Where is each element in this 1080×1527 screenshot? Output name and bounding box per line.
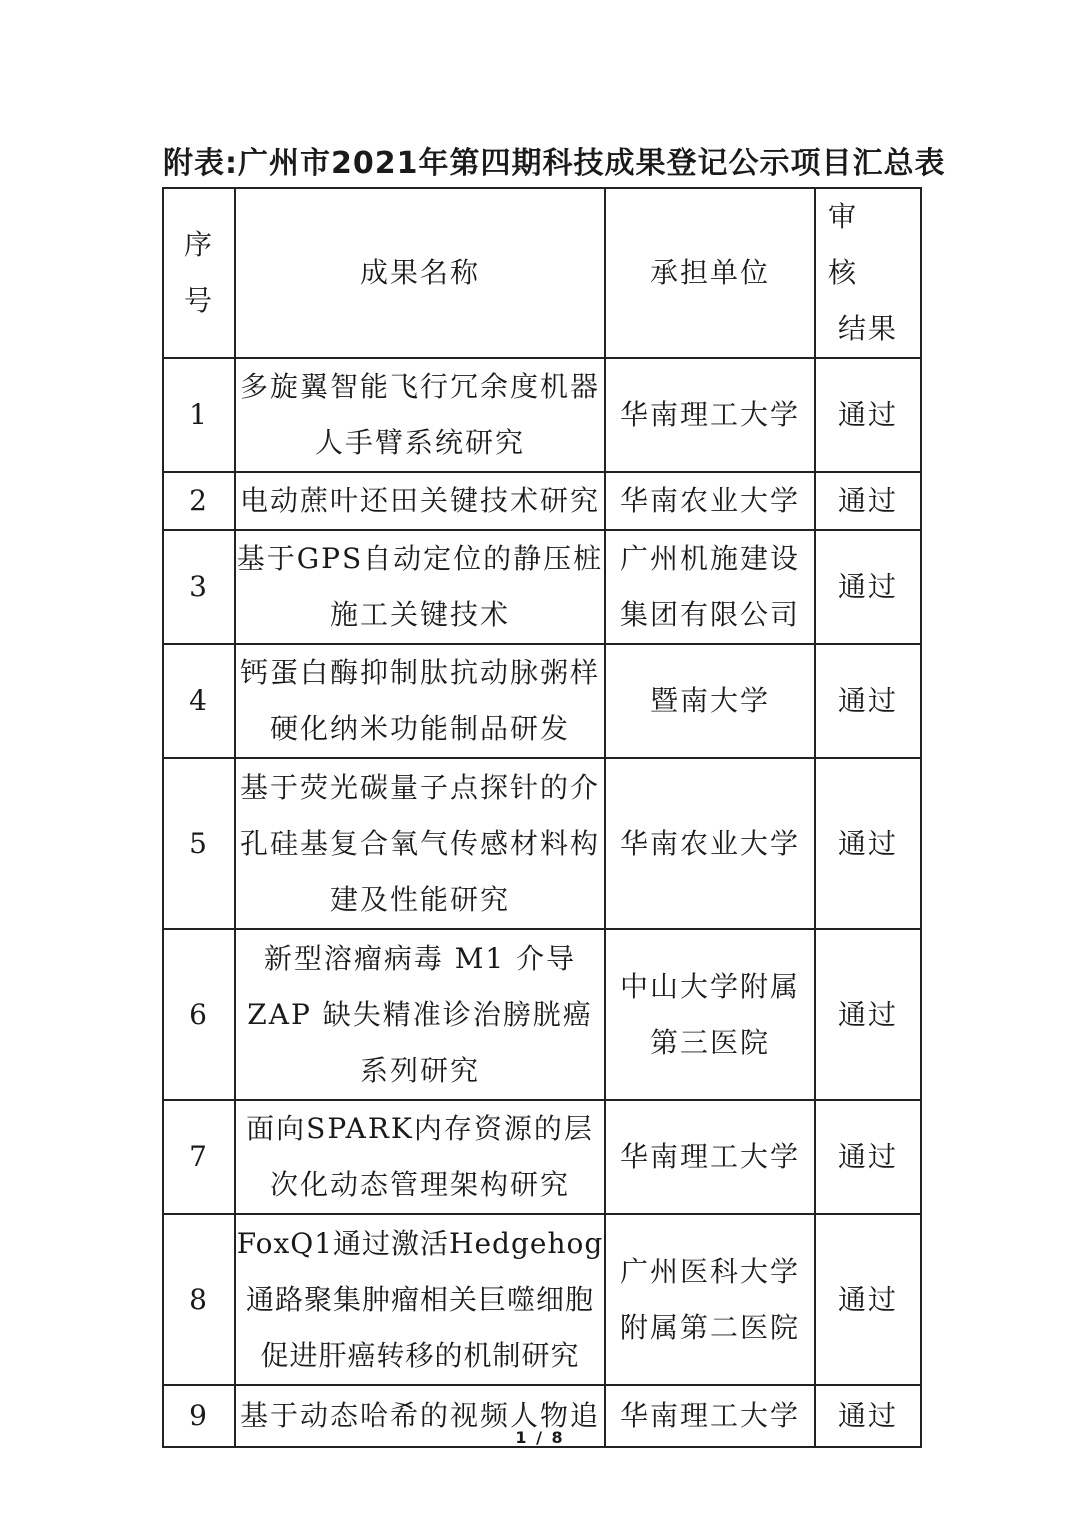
row-result: 通过	[815, 530, 921, 644]
row-result: 通过	[815, 758, 921, 929]
row-result: 通过	[815, 929, 921, 1100]
header-seq	[163, 188, 235, 358]
row-seq: 1	[163, 358, 235, 472]
row-seq: 6	[163, 929, 235, 1100]
row-name: 钙蛋白酶抑制肽抗动脉粥样硬化纳米功能制品研发	[235, 644, 605, 758]
row-result: 通过	[815, 1385, 921, 1447]
row-name: 基于GPS自动定位的静压桩施工关键技术	[235, 530, 605, 644]
header-name: 成果名称	[235, 188, 605, 358]
row-name: FoxQ1通过激活Hedgehog通路聚集肿瘤相关巨噬细胞促进肝癌转移的机制研究	[235, 1214, 605, 1385]
row-unit: 广州机施建设集团有限公司	[605, 530, 815, 644]
table-row	[163, 358, 921, 472]
row-result: 通过	[815, 358, 921, 472]
row-name: 基于荧光碳量子点探针的介孔硅基复合氧气传感材料构建及性能研究	[235, 758, 605, 929]
header-seq-line1: 序	[183, 228, 214, 261]
row-seq: 2	[163, 472, 235, 530]
table-row	[163, 1100, 921, 1214]
header-row	[163, 188, 921, 358]
row-seq: 8	[163, 1214, 235, 1385]
row-unit: 华南理工大学	[605, 1385, 815, 1447]
row-name: 多旋翼智能飞行冗余度机器人手臂系统研究	[235, 358, 605, 472]
table-row	[163, 644, 921, 758]
table-row	[163, 530, 921, 644]
row-name: 基于动态哈希的视频人物追	[235, 1385, 605, 1447]
row-unit: 华南理工大学	[605, 1100, 815, 1214]
table-row	[163, 472, 921, 530]
row-unit: 中山大学附属第三医院	[605, 929, 815, 1100]
row-unit: 华南农业大学	[605, 758, 815, 929]
row-result: 通过	[815, 472, 921, 530]
row-unit: 暨南大学	[605, 644, 815, 758]
row-seq: 3	[163, 530, 235, 644]
row-result: 通过	[815, 1100, 921, 1214]
row-unit: 广州医科大学附属第二医院	[605, 1214, 815, 1385]
table-row	[163, 758, 921, 929]
row-name: 新型溶瘤病毒 M1 介导 ZAP 缺失精准诊治膀胱癌系列研究	[235, 929, 605, 1100]
row-seq: 7	[163, 1100, 235, 1214]
header-unit: 承担单位	[605, 188, 815, 358]
row-name: 电动蔗叶还田关键技术研究	[235, 472, 605, 530]
row-name: 面向SPARK内存资源的层次化动态管理架构研究	[235, 1100, 605, 1214]
header-result	[815, 188, 921, 358]
document-title: 附表:广州市2021年第四期科技成果登记公示项目汇总表	[163, 146, 946, 181]
header-result-line2: 结果	[837, 312, 898, 345]
row-unit: 华南理工大学	[605, 358, 815, 472]
row-unit: 华南农业大学	[605, 472, 815, 530]
row-seq: 5	[163, 758, 235, 929]
table-row	[163, 1214, 921, 1385]
row-result: 通过	[815, 1214, 921, 1385]
row-result: 通过	[815, 644, 921, 758]
row-seq: 9	[163, 1385, 235, 1447]
results-table	[162, 187, 922, 1448]
page-number: 1 / 8	[515, 1428, 565, 1447]
table-row	[163, 929, 921, 1100]
row-seq: 4	[163, 644, 235, 758]
header-seq-line2: 号	[183, 284, 214, 317]
header-result-line1: 审 核	[828, 200, 889, 289]
